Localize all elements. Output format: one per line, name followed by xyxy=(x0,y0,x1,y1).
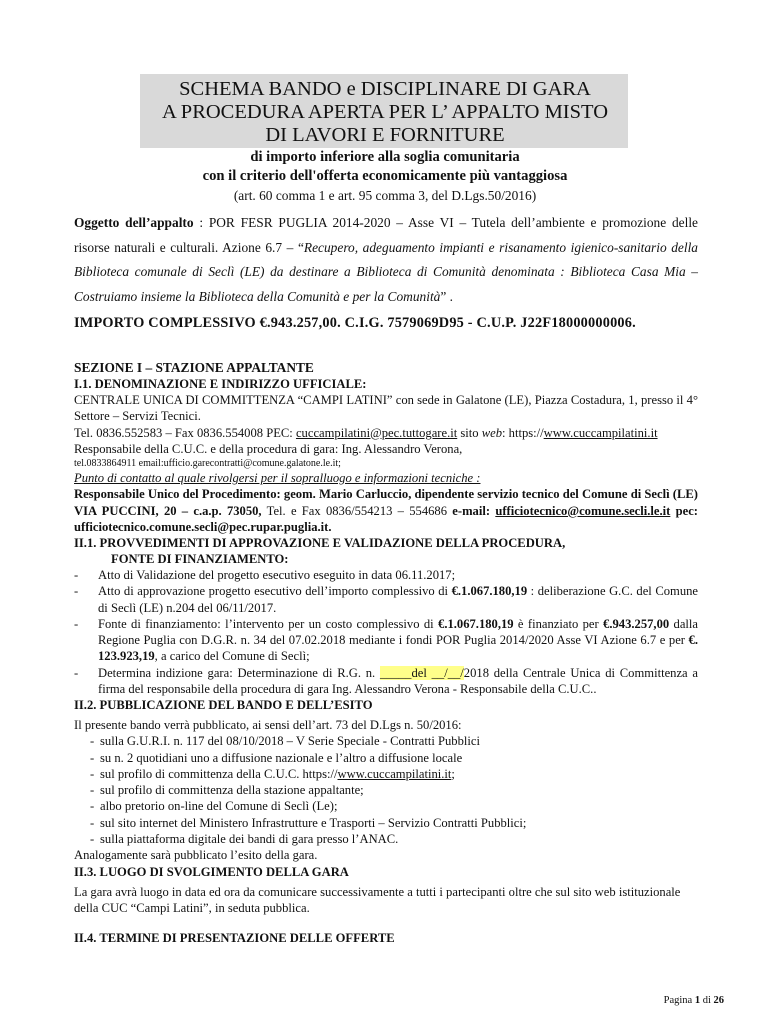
responsabile-cuc: Responsabile della C.U.C. e della procedura di gara: Ing. Alessandro Verona, xyxy=(74,441,463,456)
sito-sep: : https:// xyxy=(502,425,544,440)
sito-mid: sito xyxy=(457,425,482,440)
footer-total-pages: 26 xyxy=(713,995,724,1006)
luogo-text: La gara avrà luogo in data ed ora da comunicare successivamente a tutti i partecipanti oltre che sul sito web istituzionale della CUC “Campi Latini”, in seduta pubblica. xyxy=(74,885,681,916)
cuc-contacts xyxy=(74,425,698,441)
sezione-1-subtitle: I.1. DENOMINAZIONE E INDIRIZZO UFFICIALE: xyxy=(74,377,367,391)
rup-tel: Tel. e Fax 0836/554213 – 554686 xyxy=(261,503,453,518)
item-text: dalla Regione Puglia con D.G.R. n. 34 del 07.02.2018 mediante i fondi POR Puglia 2014/2020 Asse VI Azione 6.7 e per xyxy=(98,616,699,648)
oggetto-end: ” . xyxy=(440,288,453,304)
sezione-2-2 xyxy=(74,697,698,864)
list-item xyxy=(74,665,698,698)
list-item: - albo pretorio on-line del Comune di Seclì (Le); xyxy=(74,798,698,814)
cuc-address: CENTRALE UNICA DI COMMITTENZA “CAMPI LATINI” con sede in Galatone (LE), Piazza Costadura, 1, presso il 4° Settore – Servizi Tecnici. xyxy=(74,393,698,424)
oggetto-appalto xyxy=(74,211,698,309)
pubblicazione-list xyxy=(74,733,698,847)
item-text: Fonte di finanziamento: l’intervento per un costo complessivo di xyxy=(98,616,439,631)
sezione-2-1-title-2: FONTE DI FINANZIAMENTO: xyxy=(111,552,289,566)
footer-page-number: 1 xyxy=(694,995,701,1006)
footer-di: di xyxy=(702,995,711,1006)
footer-pagina: Pagina xyxy=(663,995,693,1006)
pec-link[interactable]: cuccampilatini@pec.tuttogare.it xyxy=(295,425,458,440)
title-line-3: DI LAVORI E FORNITURE xyxy=(265,124,505,146)
list-item: - su n. 2 quotidiani uno a diffusione nazionale e l’altro a diffusione locale xyxy=(74,750,698,766)
item-text: : deliberazione G.C. del Comune di Seclì (LE) n.204 del 06/11/2017. xyxy=(98,584,699,615)
sezione-2-4-title: II.4. TERMINE DI PRESENTAZIONE DELLE OFFERTE xyxy=(74,931,395,945)
list-item: - sulla G.U.R.I. n. 117 del 08/10/2018 – V Serie Speciale - Contratti Pubblici xyxy=(74,733,698,749)
responsabile-contacts: tel.0833864911 email:ufficio.garecontratti@comune.galatone.le.it; xyxy=(74,458,341,470)
item-amount: €.943.257,00 xyxy=(603,616,670,631)
item-text: Atto di approvazione progetto esecutivo dell’importo complessivo di xyxy=(98,584,452,599)
item-text: , a carico del Comune di Seclì; xyxy=(154,649,310,664)
subtitle-soglia: di importo inferiore alla soglia comunitaria xyxy=(250,149,520,165)
sezione-2-1-title: II.1. PROVVEDIMENTI DI APPROVAZIONE E VALIDAZIONE DELLA PROCEDURA, xyxy=(74,536,566,550)
item-text: sul profilo di committenza della C.U.C. https:// xyxy=(100,766,338,781)
rup-email-label: e-mail: xyxy=(452,503,491,518)
sezione-1 xyxy=(74,360,698,535)
oggetto-label: Oggetto dell’appalto xyxy=(74,215,194,230)
page-footer xyxy=(664,995,724,1006)
rup-block xyxy=(74,486,698,535)
item-amount: €. 123.923,19 xyxy=(98,633,698,664)
item-text: è finanziato per xyxy=(513,616,604,631)
sito-link[interactable]: www.cuccampilatini.it xyxy=(543,425,658,440)
punto-contatto: Punto di contatto al quale rivolgersi per il sopralluogo e informazioni tecniche : xyxy=(74,471,481,486)
item-text: ; xyxy=(451,766,455,781)
provvedimenti-list xyxy=(74,567,698,697)
pubblicazione-intro: Il presente bando verrà pubblicato, ai sensi dell’art. 73 del D.Lgs n. 50/2016: xyxy=(74,718,462,732)
list-item: - sul profilo di committenza della stazione appaltante; xyxy=(74,782,698,798)
pubblicazione-outro: Analogamente sarà pubblicato l’esito della gara. xyxy=(74,848,318,863)
tel-fax: Tel. 0836.552583 – Fax 0836.554008 PEC: xyxy=(74,425,296,440)
item-amount: €.1.067.180,19 xyxy=(438,616,514,631)
list-item xyxy=(74,616,698,665)
subtitle-criterio: con il criterio dell'offerta economicamente più vantaggiosa xyxy=(202,168,568,184)
sezione-2-3-title: II.3. LUOGO DI SVOLGIMENTO DELLA GARA xyxy=(74,865,349,879)
rup-pec: pec: ufficiotecnico.comune.secli@pec.rupar.puglia.it. xyxy=(74,503,698,535)
sezione-1-title: SEZIONE I – STAZIONE APPALTANTE xyxy=(74,360,314,375)
title-line-1: SCHEMA BANDO e DISCIPLINARE DI GARA xyxy=(179,78,591,100)
oggetto-italic: Recupero, adeguamento impianti e risanamento igienico-sanitario della Biblioteca comunale di Seclì (LE) da destinare a Biblioteca di Comunità denominata : Biblioteca Casa Mia – Costruiamo insieme la Biblioteca della Comunità e per la Comunità xyxy=(74,239,699,304)
item-text: 2018 della Centrale Unica di Committenza a firma del responsabile della procedura di gara Ing. Alessandro Verona - Responsabile della C.U.C.. xyxy=(98,665,698,697)
sezione-2-1 xyxy=(74,535,698,697)
importo-complessivo: IMPORTO COMPLESSIVO €.943.257,00. C.I.G. 7579069D95 - C.U.P. J22F18000000006. xyxy=(74,315,636,331)
highlight-blank: _____del __/__/ xyxy=(379,665,464,680)
list-item: - sul sito internet del Ministero Infrastrutture e Trasporti – Servizio Contratti Pubblici; xyxy=(74,815,698,831)
list-item xyxy=(74,583,698,616)
item-text: Determina indizione gara: Determinazione di R.G. n. xyxy=(98,665,380,680)
item-amount: €.1.067.180,19 xyxy=(451,584,528,599)
title-line-2: A PROCEDURA APERTA PER L’ APPALTO MISTO xyxy=(162,101,608,123)
sezione-2-4 xyxy=(74,930,698,946)
rup-email-link[interactable]: ufficiotecnico@comune.secli.le.it xyxy=(495,503,671,518)
list-item: - sulla piattaforma digitale dei bandi di gara presso l’ANAC. xyxy=(74,831,698,847)
list-item: - Atto di Validazione del progetto esecutivo eseguito in data 06.11.2017; xyxy=(74,567,698,583)
list-item xyxy=(74,766,698,782)
cuc-site-link[interactable]: www.cuccampilatini.it xyxy=(337,766,452,781)
sezione-2-3 xyxy=(74,864,698,917)
sito-web-label: web xyxy=(481,425,503,440)
sezione-2-2-title: II.2. PUBBLICAZIONE DEL BANDO E DELL’ESITO xyxy=(74,698,373,712)
subtitle-articoli: (art. 60 comma 1 e art. 95 comma 3, del D.Lgs.50/2016) xyxy=(233,188,537,203)
oggetto-text: : POR FESR PUGLIA 2014-2020 – Asse VI – Tutela dell’ambiente e promozione delle risorse naturali e culturali. Azione 6.7 – “ xyxy=(74,215,698,255)
rup-name: Responsabile Unico del Procedimento: geom. Mario Carluccio, dipendente servizio tecnico del Comune di Seclì (LE) VIA PUCCINI, 20 – c.a.p. 73050, xyxy=(74,487,698,518)
